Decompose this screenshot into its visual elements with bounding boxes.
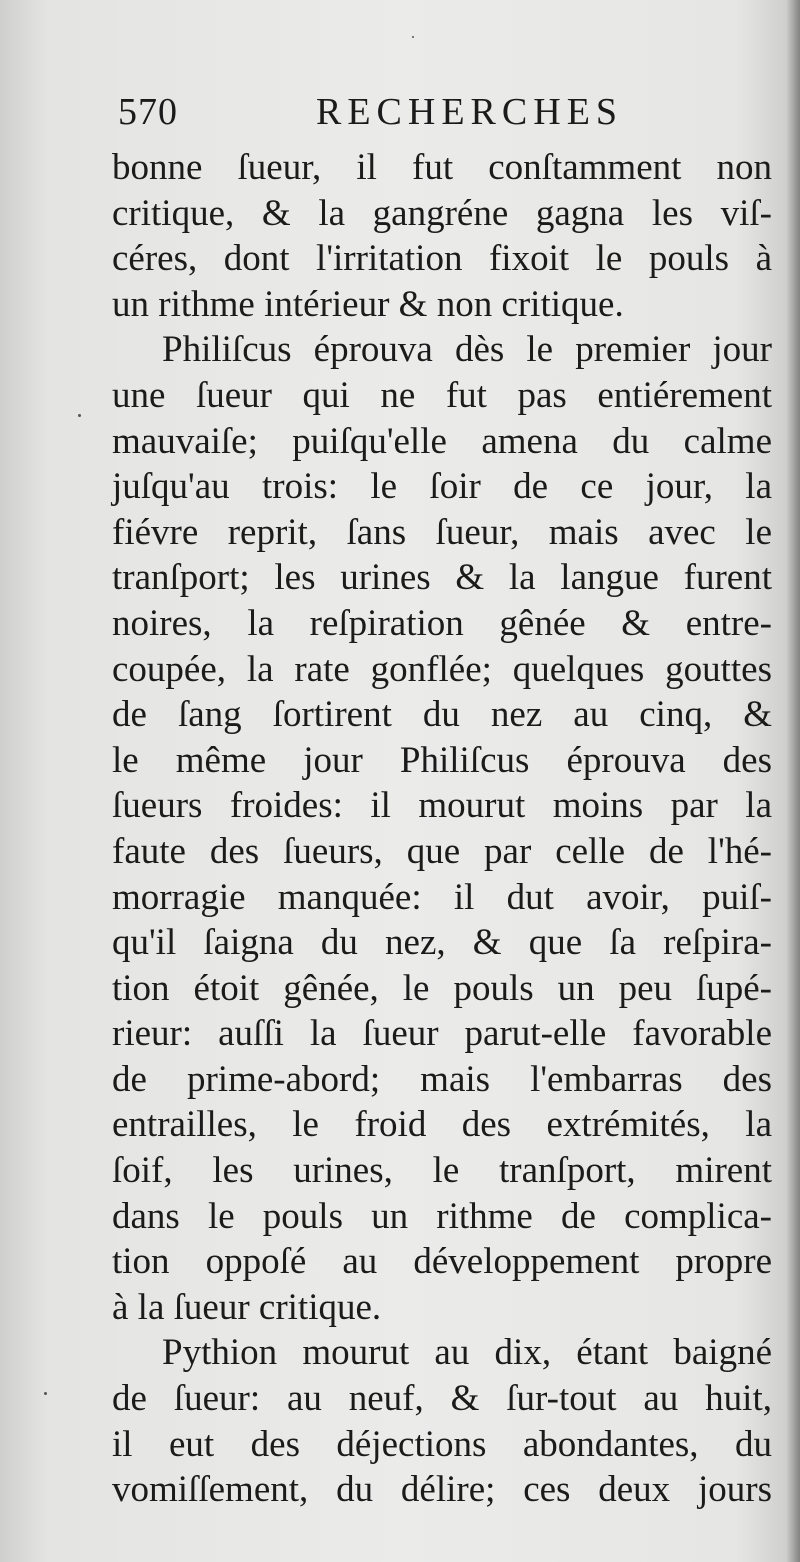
text-line: mauvaiſe; puiſqu'elle amena du calme (112, 420, 772, 462)
text-line: vomiſſement, du délire; ces deux jours (112, 1469, 772, 1511)
text-line: il eut des déjections abondantes, du (112, 1423, 772, 1465)
text-line: ſueurs froides: il mourut moins par la (112, 785, 772, 827)
paper-speck (78, 414, 81, 417)
text-line: rieur: auſſi la ſueur parut-elle favorable (112, 1013, 772, 1055)
text-line: de prime-abord; mais l'embarras des (112, 1058, 772, 1100)
text-line: de ſueur: au neuf, & ſur-tout au huit, (112, 1378, 772, 1420)
text-line: céres, dont l'irritation fixoit le pouls à (112, 238, 772, 280)
text-line: de ſang ſortirent du nez au cinq, & (112, 694, 772, 736)
text-line: un rithme intérieur & non critique. (112, 283, 624, 325)
text-line: tion oppoſé au développement propre (112, 1241, 772, 1283)
text-line: entrailles, le froid des extrémités, la (112, 1104, 772, 1146)
text-line: critique, & la gangréne gagna les viſ- (112, 192, 772, 234)
text-line: ſoif, les urines, le tranſport, mirent (112, 1150, 772, 1192)
text-line: dans le pouls un rithme de complica- (112, 1195, 772, 1237)
text-line: tion étoit gênée, le pouls un peu ſupé- (112, 967, 772, 1009)
body-text (112, 145, 772, 1513)
text-line: le même jour Philiſcus éprouva des (112, 739, 772, 781)
text-line: Pythion mourut au dix, étant baigné (162, 1332, 772, 1374)
text-line: coupée, la rate gonflée; quelques gouttes (112, 648, 772, 690)
text-line: morragie manquée: il dut avoir, puiſ- (112, 876, 772, 918)
text-line: tranſport; les urines & la langue furent (112, 557, 772, 599)
text-line: noires, la reſpiration gênée & entre- (112, 602, 772, 644)
text-line: une ſueur qui ne fut pas entiérement (112, 374, 772, 416)
text-line: fiévre reprit, ſans ſueur, mais avec le (112, 511, 772, 553)
text-line: Philiſcus éprouva dès le premier jour (162, 329, 772, 371)
text-line: qu'il ſaigna du nez, & que ſa reſpira- (112, 922, 772, 964)
text-line: bonne ſueur, il fut conſtamment non (112, 147, 772, 188)
text-line: faute des ſueurs, que par celle de l'hé- (112, 830, 772, 872)
text-line: à la ſueur critique. (112, 1286, 382, 1328)
running-title: RECHERCHES (316, 91, 624, 133)
paper-speck (44, 1392, 47, 1395)
page-gutter-shadow (786, 0, 800, 1562)
page-header (118, 90, 638, 136)
text-line: juſqu'au trois: le ſoir de ce jour, la (112, 466, 772, 508)
paper-speck (412, 36, 414, 38)
page-number: 570 (118, 91, 178, 133)
